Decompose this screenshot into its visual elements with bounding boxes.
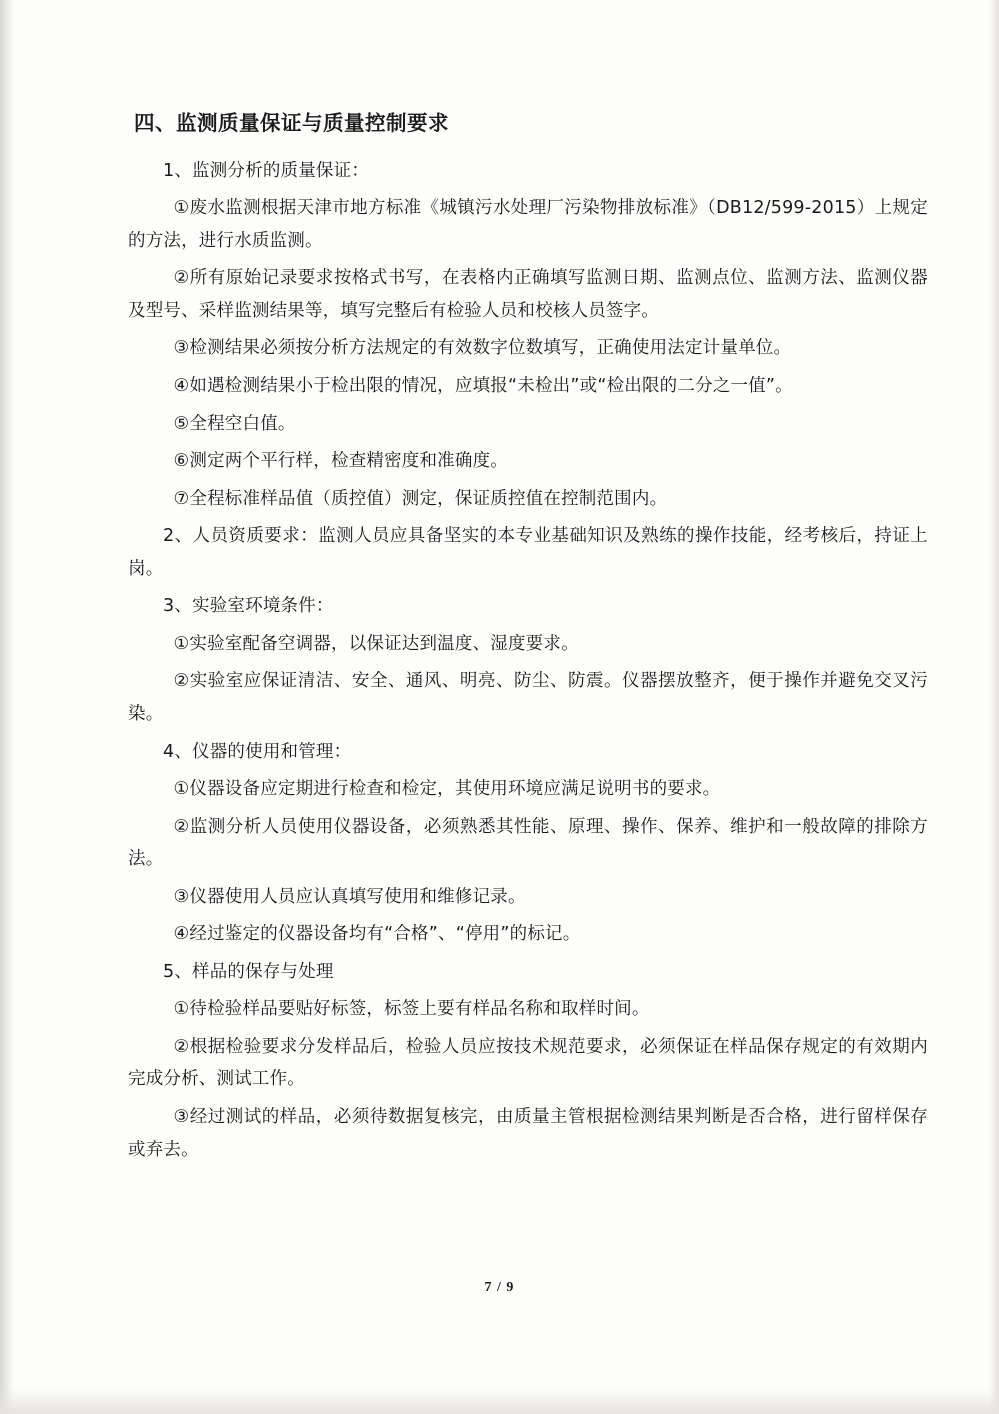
scan-edge-bottom — [0, 1388, 999, 1414]
paragraph: ②所有原始记录要求按格式书写，在表格内正确填写监测日期、监测点位、监测方法、监测仪器及型号、采样监测结果等，填写完整后有检验人员和校核人员签字。 — [128, 268, 928, 321]
paragraph: 3、实验室环境条件： — [163, 596, 334, 617]
paragraph: 1、监测分析的质量保证： — [163, 160, 370, 181]
paragraph: 2、人员资质要求：监测人员应具备坚实的本专业基础知识及熟练的操作技能，经考核后，持证上岗。 — [128, 526, 928, 579]
page-number: 7 / 9 — [484, 1280, 515, 1295]
paragraph: ①待检验样品要贴好标签，标签上要有样品名称和取样时间。 — [173, 999, 650, 1020]
paragraph: ⑤全程空白值。 — [173, 413, 296, 434]
paragraph-list — [128, 155, 928, 1166]
scan-edge-left — [0, 0, 14, 1414]
paragraph: ④如遇检测结果小于检出限的情况，应填报“未检出”或“检出限的二分之一值”。 — [173, 376, 793, 397]
paragraph: ③仪器使用人员应认真填写使用和维修记录。 — [173, 886, 526, 907]
paragraph: ①实验室配备空调器，以保证达到温度、湿度要求。 — [173, 633, 579, 654]
paragraph: ⑥测定两个平行样，检查精密度和准确度。 — [173, 451, 508, 472]
paragraph: ⑦全程标准样品值（质控值）测定，保证质控值在控制范围内。 — [173, 488, 668, 509]
paragraph: ③检测结果必须按分析方法规定的有效数字位数填写，正确使用法定计量单位。 — [173, 338, 792, 359]
paragraph: ③经过测试的样品，必须待数据复核完，由质量主管根据检测结果判断是否合格，进行留样保存或弃去。 — [128, 1106, 928, 1160]
paragraph: ②监测分析人员使用仪器设备，必须熟悉其性能、原理、操作、保养、维护和一般故障的排除方法。 — [128, 816, 928, 870]
paragraph: ②根据检验要求分发样品后，检验人员应按技术规范要求，必须保证在样品保存规定的有效期内完成分析、测试工作。 — [128, 1036, 928, 1090]
paragraph: ④经过鉴定的仪器设备均有“合格”、“停用”的标记。 — [173, 924, 581, 945]
paragraph: ①仪器设备应定期进行检查和检定，其使用环境应满足说明书的要求。 — [173, 779, 721, 800]
document-body — [128, 108, 928, 1171]
scan-edge-right — [989, 0, 999, 1414]
paragraph: ①废水监测根据天津市地方标准《城镇污水处理厂污染物排放标准》（DB12/599-2015）上规定的方法，进行水质监测。 — [128, 198, 928, 251]
paragraph: ②实验室应保证清洁、安全、通风、明亮、防尘、防震。仪器摆放整齐，便于操作并避免交叉污染。 — [128, 671, 928, 724]
paragraph: 4、仪器的使用和管理： — [163, 741, 352, 762]
paragraph: 5、样品的保存与处理 — [163, 961, 334, 982]
section-heading: 四、监测质量保证与质量控制要求 — [134, 111, 449, 135]
